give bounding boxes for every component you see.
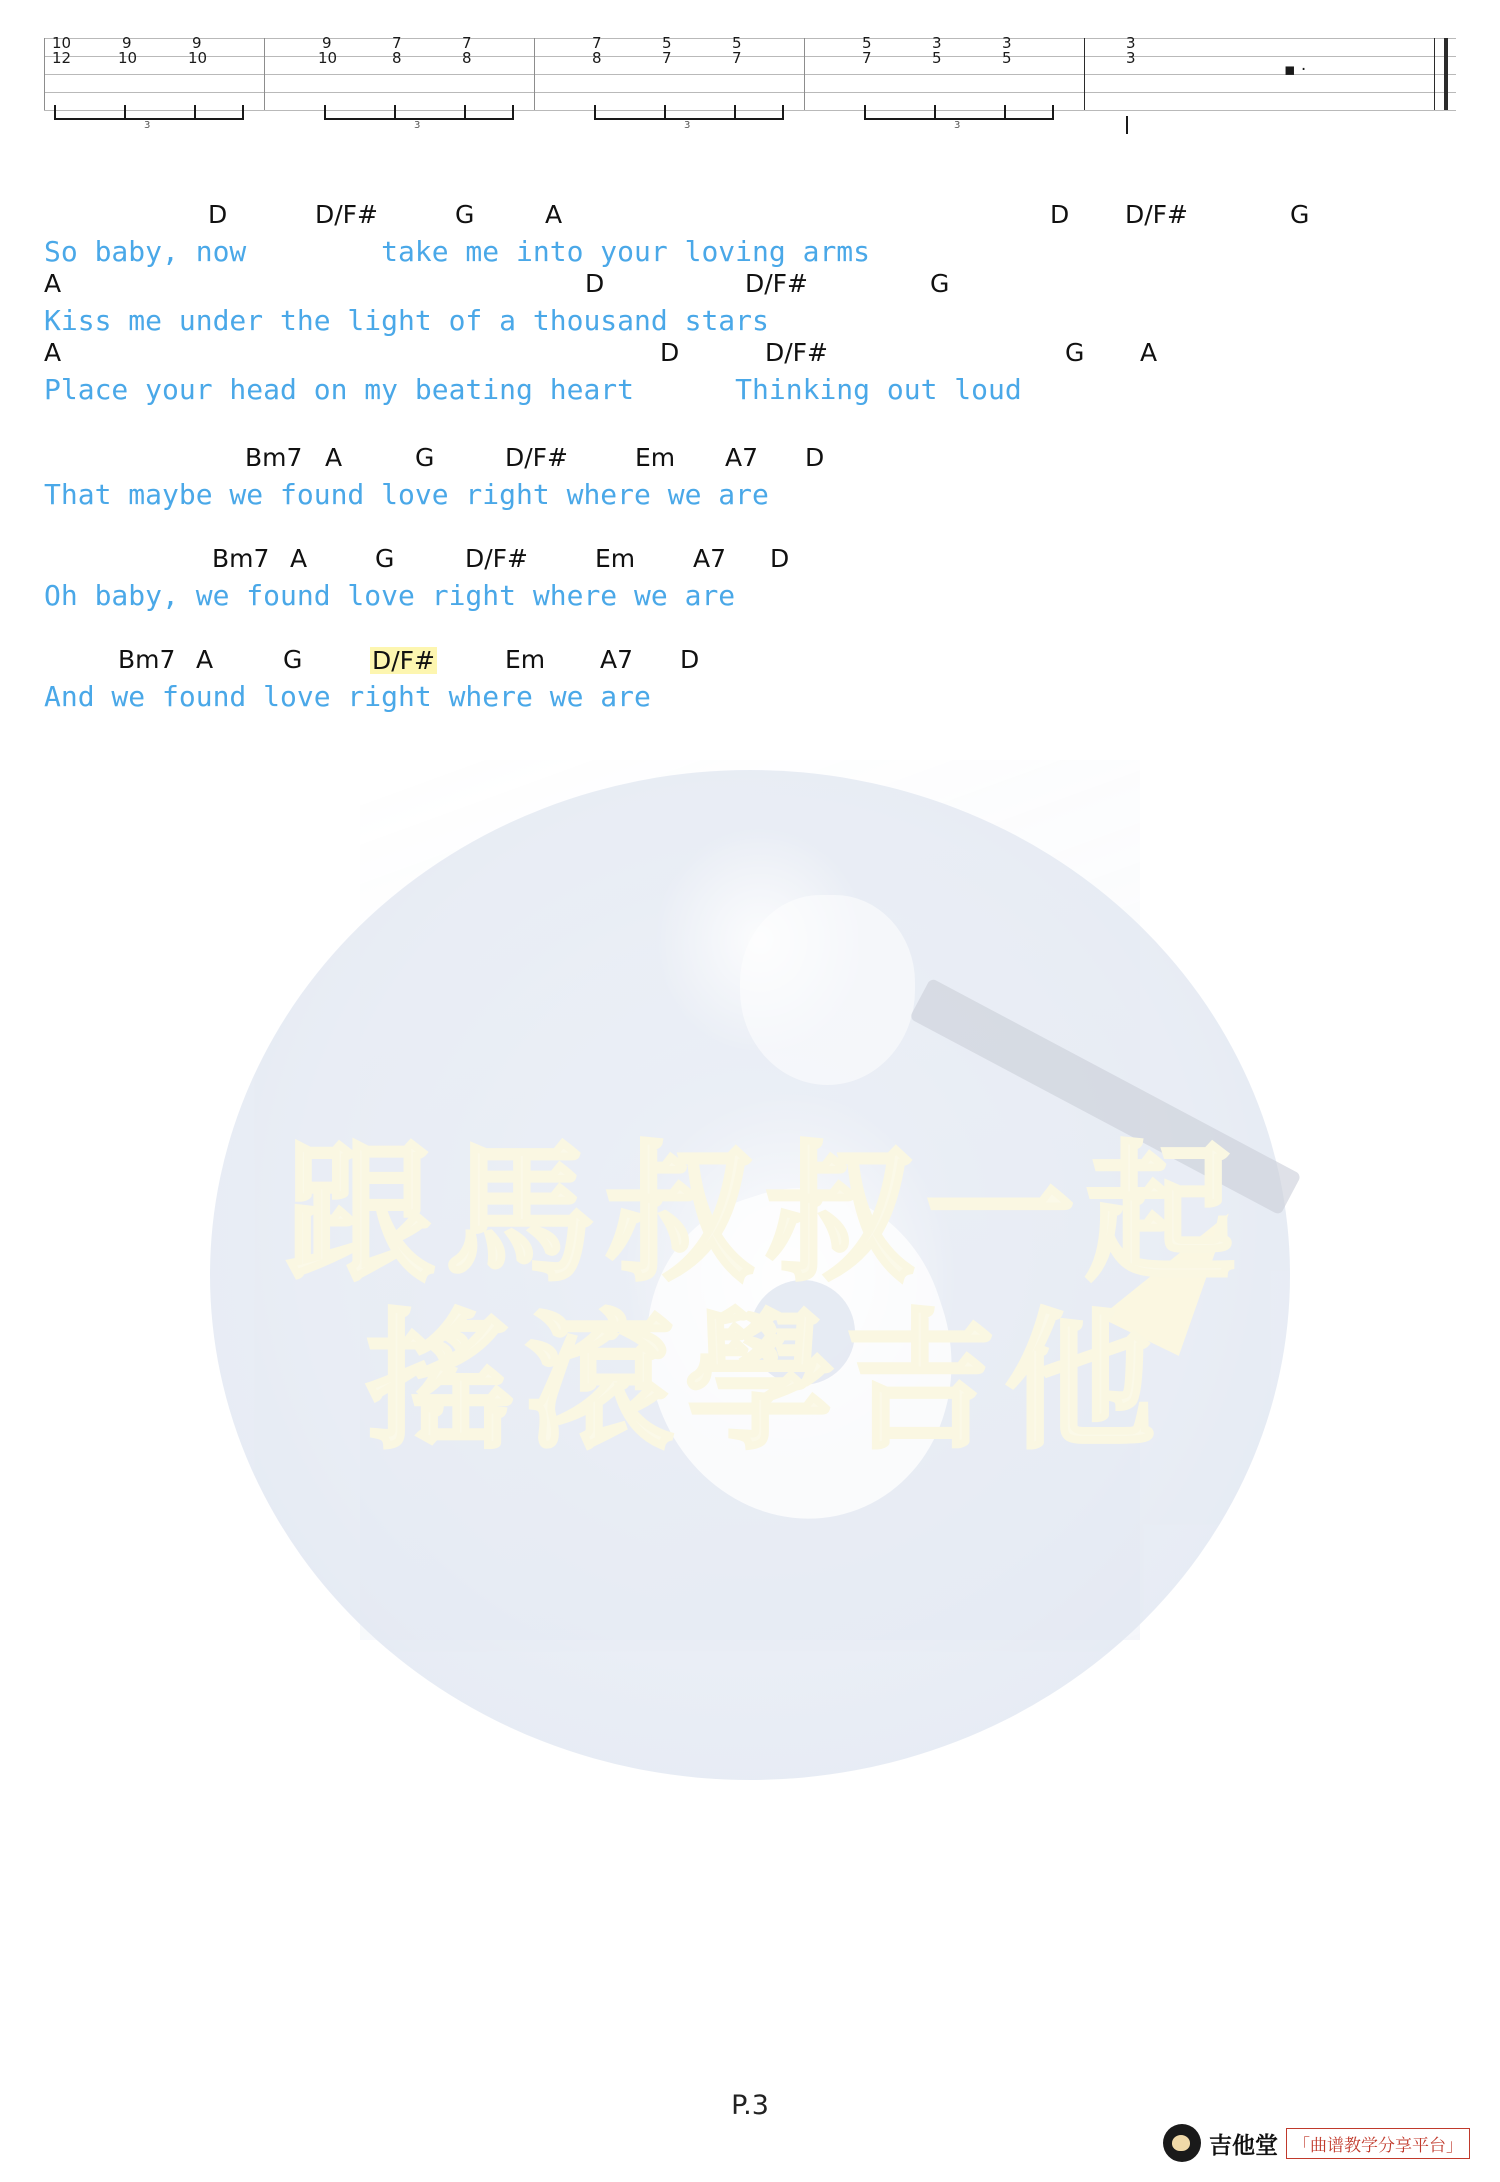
watermark [120, 760, 1410, 1830]
chord-row [0, 269, 1500, 303]
beam-stem [54, 105, 56, 118]
chord-label: A7 [600, 645, 634, 674]
tab-number: 7 [392, 34, 402, 52]
tab-number: 3 [1126, 49, 1136, 67]
tab-number: 3 [932, 34, 942, 52]
chord-label: A [545, 200, 563, 229]
chord-label: D/F# [465, 544, 529, 573]
chord-label: D [660, 338, 680, 367]
tab-number: 7 [462, 34, 472, 52]
lyric-line-group [0, 269, 1500, 338]
triplet-beam-group [864, 118, 1054, 140]
tab-number: 5 [1002, 49, 1012, 67]
lyric-text: So baby, now take me into your loving arms [44, 235, 871, 268]
staff-line [44, 38, 1456, 39]
lyrics-and-chords [0, 200, 1500, 714]
chord-label: D [680, 645, 700, 674]
rest-symbol: ▪ · [1284, 60, 1307, 80]
barline [1434, 38, 1435, 110]
watermark-guitar-body [606, 1152, 993, 1559]
lyric-text: That maybe we found love right where we are [44, 478, 769, 511]
chord-label: D/F# [315, 200, 379, 229]
tab-number: 8 [592, 49, 602, 67]
chord-label: Em [595, 544, 636, 573]
watermark-guitar-neck [909, 978, 1301, 1216]
beam-stem [864, 105, 866, 118]
triplet-mark: 3 [144, 120, 151, 131]
barline [1084, 38, 1085, 110]
lyric-line-group [0, 645, 1500, 714]
barline [534, 38, 535, 110]
staff-line [44, 92, 1456, 93]
chord-label: D/F# [1125, 200, 1189, 229]
tab-staff [44, 34, 1456, 110]
chord-label: G [1290, 200, 1310, 229]
beam-stem [1052, 105, 1054, 118]
chord-label: G [415, 443, 435, 472]
lyric-lines [0, 200, 1500, 714]
lyric-line-group [0, 443, 1500, 512]
tab-number: 9 [322, 34, 332, 52]
chord-row [0, 200, 1500, 234]
chord-label: G [375, 544, 395, 573]
tab-number: 5 [862, 34, 872, 52]
chord-label: G [930, 269, 950, 298]
final-barline [1444, 38, 1448, 110]
barline [804, 38, 805, 110]
watermark-circle [210, 770, 1290, 1780]
chord-label: D/F# [372, 646, 436, 675]
chord-label: A [1140, 338, 1158, 367]
watermark-photo [360, 760, 1140, 1640]
chord-label: A [44, 269, 62, 298]
triplet-mark: 3 [684, 120, 691, 131]
triplet-beam-group [324, 118, 514, 140]
chord-label: D [770, 544, 790, 573]
tab-number: 10 [188, 49, 208, 67]
beam-stem [194, 105, 196, 118]
lyric-line-group [0, 544, 1500, 613]
watermark-guitar-soundhole [736, 1266, 868, 1398]
watermark-person-head [740, 895, 915, 1085]
beam-stem [324, 105, 326, 118]
tab-number: 12 [52, 49, 72, 67]
barline [264, 38, 265, 110]
chord-label: D/F# [765, 338, 829, 367]
tab-number: 10 [318, 49, 338, 67]
site-brand [1163, 2124, 1470, 2162]
beam-stem [512, 105, 514, 118]
chord-label: D [585, 269, 605, 298]
watermark-text-line2: 搖滾學吉他 [364, 1296, 1165, 1470]
chord-label: A7 [725, 443, 759, 472]
tab-number: 5 [732, 34, 742, 52]
watermark-lightning-bolt-icon [1100, 1194, 1269, 1356]
note-stem [1126, 116, 1128, 134]
chord-row [0, 443, 1500, 477]
tab-number: 8 [462, 49, 472, 67]
tab-number: 3 [1126, 34, 1136, 52]
lyric-line-group [0, 200, 1500, 269]
barline [44, 38, 45, 110]
tab-number: 5 [932, 49, 942, 67]
chord-label: A [196, 645, 214, 674]
beam-stem [664, 105, 666, 118]
beam-stem [124, 105, 126, 118]
tab-number: 9 [122, 34, 132, 52]
chord-label: D [208, 200, 228, 229]
lyric-text: Kiss me under the light of a thousand stars [44, 304, 769, 337]
staff-line [44, 74, 1456, 75]
beam-stem [242, 105, 244, 118]
chord-row [0, 645, 1500, 679]
chord-label: A7 [693, 544, 727, 573]
chord-label: D [1050, 200, 1070, 229]
chord-label: G [283, 645, 303, 674]
tab-number: 8 [392, 49, 402, 67]
beam-stem [464, 105, 466, 118]
lyric-text: And we found love right where we are [44, 680, 651, 713]
beam-stem [594, 105, 596, 118]
beam-stem [734, 105, 736, 118]
chord-label: A [44, 338, 62, 367]
beam-stem [1004, 105, 1006, 118]
chord-label: Em [505, 645, 546, 674]
chord-label: Bm7 [118, 645, 176, 674]
lyric-text: Place your head on my beating heart Thinking out loud [44, 373, 1022, 406]
tab-number: 5 [662, 34, 672, 52]
watermark-text [120, 1128, 1410, 1470]
tab-number: 9 [192, 34, 202, 52]
chord-label: Bm7 [245, 443, 303, 472]
tab-number: 7 [732, 49, 742, 67]
tab-number: 7 [662, 49, 672, 67]
tab-number: 10 [118, 49, 138, 67]
guitar-tab-staff-block [44, 30, 1456, 140]
lyric-line-group [0, 338, 1500, 407]
chord-row [0, 544, 1500, 578]
beam-stem [934, 105, 936, 118]
tab-number: 3 [1002, 34, 1012, 52]
brand-tagline: 「曲谱教学分享平台」 [1286, 2128, 1470, 2159]
beam-stem [782, 105, 784, 118]
chord-label: D [805, 443, 825, 472]
chord-label: Em [635, 443, 676, 472]
chord-label: A [325, 443, 343, 472]
chord-label: G [1065, 338, 1085, 367]
chord-label: A [290, 544, 308, 573]
page-number: P.3 [731, 2090, 769, 2121]
triplet-mark: 3 [414, 120, 421, 131]
tab-number: 7 [592, 34, 602, 52]
triplet-beam-group [594, 118, 784, 140]
lyric-text: Oh baby, we found love right where we are [44, 579, 736, 612]
chord-label: D/F# [505, 443, 569, 472]
tab-number: 7 [862, 49, 872, 67]
staff-line [44, 56, 1456, 57]
staff-line [44, 110, 1456, 111]
tab-number: 10 [52, 34, 72, 52]
chord-row [0, 338, 1500, 372]
watermark-text-line1: 跟馬叔叔一起 [284, 1128, 1245, 1302]
chord-label: Bm7 [212, 544, 270, 573]
triplet-beam-group [54, 118, 244, 140]
brand-name: 吉他堂 [1209, 2132, 1278, 2159]
brand-logo-icon [1163, 2124, 1201, 2162]
chord-label: G [455, 200, 475, 229]
triplet-mark: 3 [954, 120, 961, 131]
beam-stem [394, 105, 396, 118]
chord-label: D/F# [745, 269, 809, 298]
